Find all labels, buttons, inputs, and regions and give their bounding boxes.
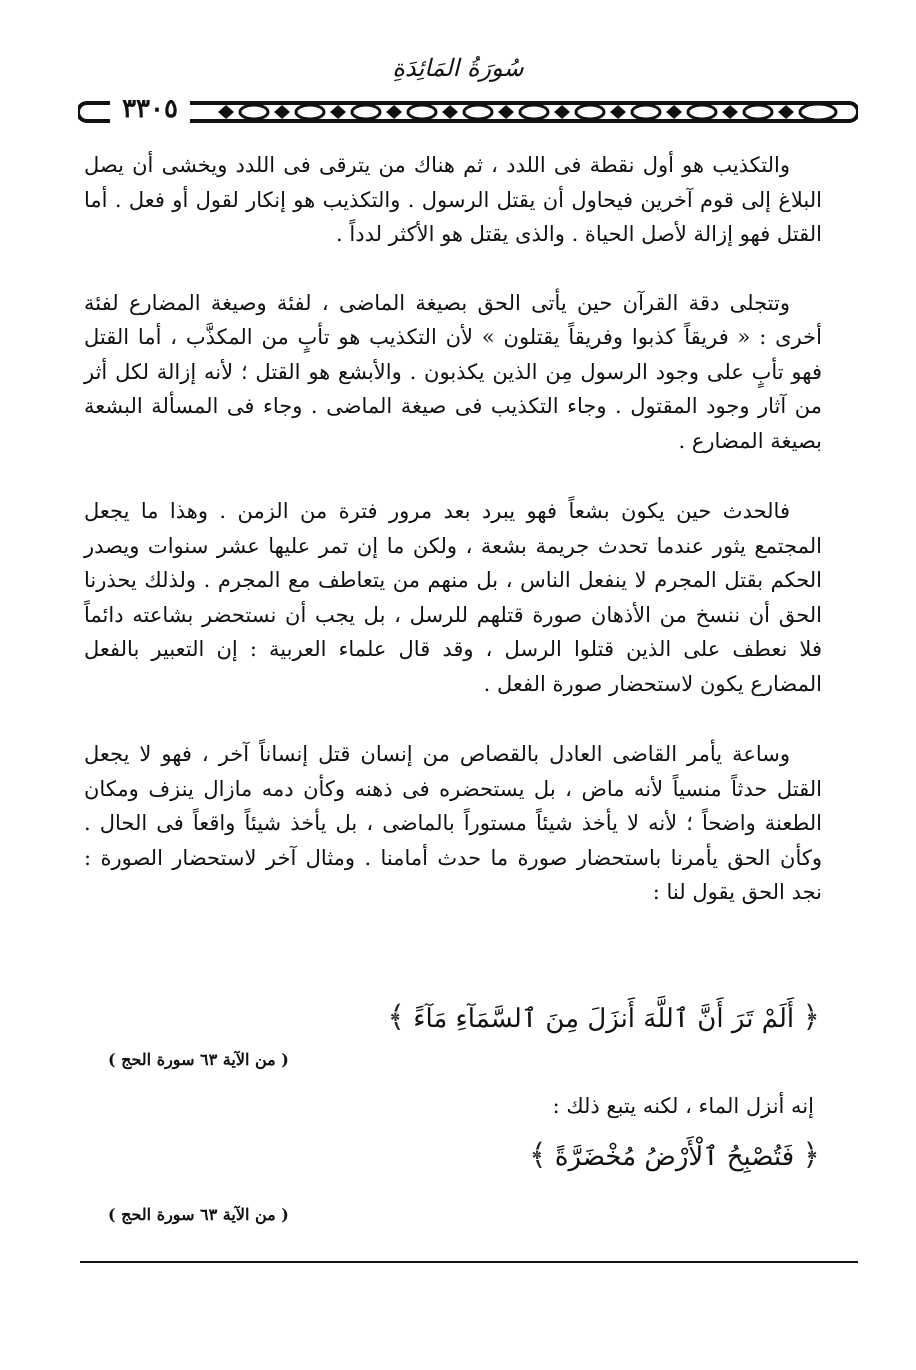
body-text	[84, 148, 822, 910]
paragraph-4: وساعة يأمر القاضى العادل بالقصاص من إنسان قتل إنساناً آخر ، فهو لا يجعل القتل حدثاً منسياً لأنه ماض ، بل يستحضره فى ذهنه وكأن دمه مازال ينزف ومكان الطعنة واضحاً ؛ لأنه لا يأخذ شيئاً مستوراً بالماضى ، بل يأخذ شيئاً واقعاً فى الحال . وكأن الحق يأمرنا باستحضار صورة ما حدث أمامنا . ومثال آخر لاستحضار الصورة : نجد الحق يقول لنا :	[84, 742, 822, 904]
paragraph-2: وتتجلى دقة القرآن حين يأتى الحق بصيغة الماضى ، لفئة وصيغة المضارع لفئة أخرى : « فريقاً كذبوا وفريقاً يقتلون » لأن التكذيب هو تأبٍ من المكذَّب ، أما القتل فهو تأبٍ على وجود الرسول مِن الذين يكذبون . والأبشع هو القتل ؛ لأنه إزالة لكل أثر من آثار وجود المقتول . وجاء التكذيب فى صيغة الماضى . وجاء فى المسألة البشعة بصيغة المضارع .	[84, 290, 822, 453]
intro-line: إنه أنزل الماء ، لكنه يتبع ذلك :	[552, 1094, 814, 1118]
verse-citation-2: ( من الآية ٦٣ سورة الحج )	[108, 1205, 289, 1224]
sura-title: سُورَةُ المَائِدَةِ	[392, 54, 524, 82]
verse-close-bracket: ﴾	[387, 1000, 405, 1035]
paragraph-1: والتكذيب هو أول نقطة فى اللدد ، ثم هناك من يترقى فى اللدد ويخشى أن يصل البلاغ إلى قوم آخرين فيحاول أن يقتل الرسول . والتكذيب هو إنكار لقول أو فعل . أما القتل فهو إزالة لأصل الحياة . والذى يقتل هو الأكثر لدداً .	[84, 153, 822, 246]
header-ornament-border	[78, 96, 858, 128]
page-number: ٣٣٠٥	[110, 92, 190, 126]
verse-citation-1: ( من الآية ٦٣ سورة الحج )	[108, 1050, 289, 1069]
verse-text: فَتُصْبِحُ ٱلْأَرْضُ مُخْضَرَّةً	[554, 1142, 795, 1172]
footer-rule	[80, 1261, 858, 1263]
paragraph-3: فالحدث حين يكون بشعاً فهو يبرد بعد مرور فترة من الزمن . وهذا ما يجعل المجتمع يثور عندما تحدث جريمة بشعة ، ولكن ما إن تمر عليها عشر سنوات ويصدر الحكم بقتل المجرم لا ينفعل الناس ، بل منهم من يتعاطف مع المجرم . ولذلك يحذرنا الحق أن ننسخ من الأذهان صورة قتلهم للرسل ، بل يجب أن نستحضر بشاعته دائماً فلا نعطف على الذين قتلوا الرسل ، وقد قال علماء العربية : إن التعبير بالفعل المضارع يكون لاستحضار صورة الفعل .	[84, 499, 822, 696]
quran-verse-1	[387, 1000, 820, 1035]
verse-open-bracket: ﴿	[802, 1000, 820, 1035]
verse-text: أَلَمْ تَرَ أَنَّ ٱللَّهَ أَنزَلَ مِنَ ٱلسَّمَآءِ مَآءً	[413, 1004, 795, 1034]
verse-close-bracket: ﴾	[529, 1138, 547, 1173]
quran-verse-2	[529, 1138, 820, 1173]
verse-open-bracket: ﴿	[802, 1138, 820, 1173]
